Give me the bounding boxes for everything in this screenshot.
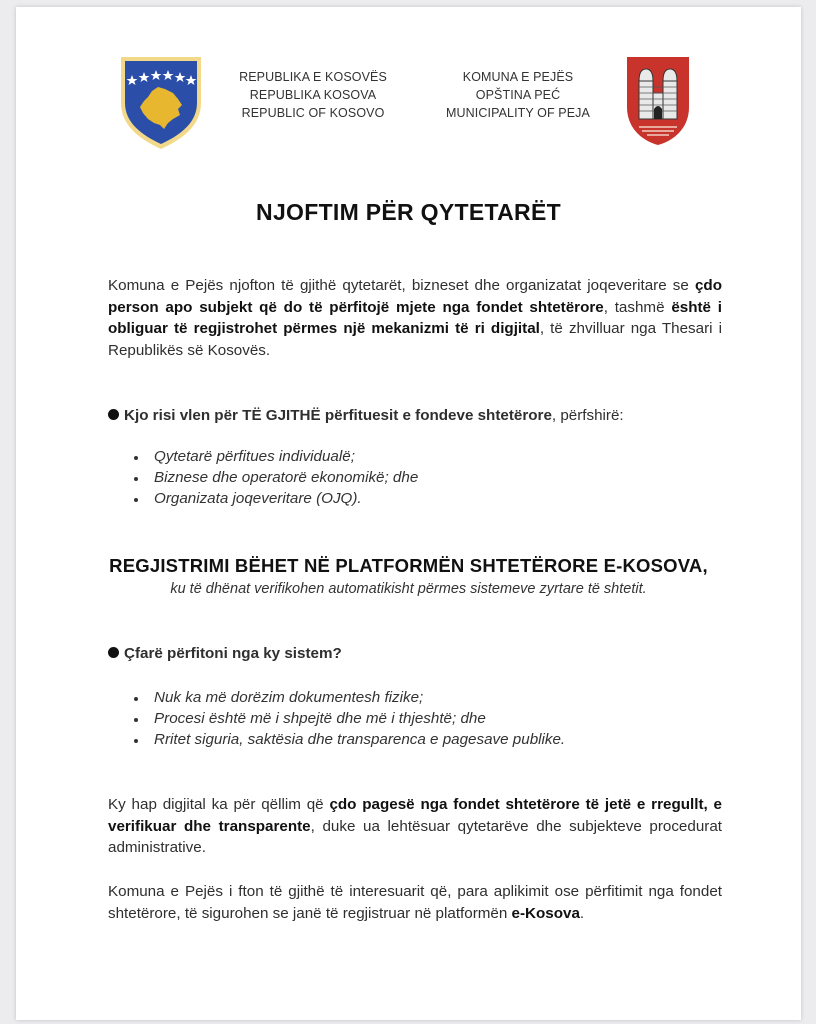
list-item: Qytetarë përfitues individualë;	[134, 446, 694, 467]
beneficiaries-list	[134, 446, 694, 509]
header-line: MUNICIPALITY OF PEJA	[446, 106, 590, 120]
section-heading-text: , përfshirë:	[551, 407, 624, 424]
intro-bold: është i obliguar të regjistrohet përmes një mekanizmi të ri digjital	[108, 298, 722, 337]
closing-paragraph-invitation	[108, 881, 722, 924]
header-line: KOMUNA E PEJËS	[462, 70, 574, 84]
closing-bold: e-Kosova	[511, 904, 580, 922]
header-line: REPUBLIKA KOSOVA	[249, 88, 377, 102]
list-item: Nuk ka më dorëzim dokumentesh fizike;	[134, 687, 694, 708]
peja-coat-of-arms-icon	[625, 55, 691, 147]
header-municipality-text	[428, 68, 608, 122]
intro-bold: çdo person apo subjekt që do të përfitojë mjete nga fondet shtetërore	[108, 277, 722, 316]
closing-paragraph-purpose	[108, 794, 722, 859]
intro-text: , tashmë	[603, 298, 672, 316]
list-item: Procesi është më i shpejtë dhe më i thjeshtë; dhe	[134, 708, 694, 729]
intro-text: Komuna e Pejës njofton të gjithë qytetarët, bizneset dhe organizatat joqeveritare se	[108, 277, 695, 294]
closing-text: .	[579, 904, 585, 922]
intro-paragraph	[108, 275, 722, 361]
closing-text: , duke ua lehtësuar qytetarëve dhe subjekteve procedurat administrative.	[108, 817, 722, 856]
section-beneficiaries-heading	[108, 407, 728, 424]
closing-bold: çdo pagesë nga fondet shtetërore të jetë e rregullt, e verifikuar dhe transparente	[108, 796, 722, 835]
intro-text: , të zhvilluar nga Thesari i Republikës së Kosovës.	[108, 320, 722, 359]
kosovo-coat-of-arms-icon	[118, 53, 204, 151]
section-heading-bold: Çfarë përfitoni nga ky sistem?	[124, 645, 342, 662]
bullet-dot-icon	[108, 647, 119, 658]
registration-heading: REGJISTRIMI BËHET NË PLATFORMËN SHTETËRORE E-KOSOVA,	[109, 555, 708, 576]
page-title: NJOFTIM PËR QYTETARËT	[256, 199, 561, 225]
header-line: REPUBLIKA E KOSOVËS	[239, 70, 387, 84]
list-item: Rritet siguria, saktësia dhe transparenca e pagesave publike.	[134, 729, 694, 750]
closing-text: Komuna e Pejës i fton të gjithë të interesuarit që, para aplikimit ose përfitimit nga fondet shtetërore, të sigurohen se janë të regjistruar në platformën	[108, 883, 722, 922]
section-heading-bold: Kjo risi vlen për TË GJITHË përfituesit e fondeve shtetërore	[124, 407, 552, 424]
section-benefits-heading	[108, 645, 728, 662]
list-item: Biznese dhe operatorë ekonomikë; dhe	[134, 467, 694, 488]
header-republic-text	[228, 68, 398, 122]
benefits-list	[134, 687, 694, 750]
header-line: REPUBLIC OF KOSOVO	[241, 106, 385, 120]
bullet-dot-icon	[108, 409, 119, 420]
closing-text: Ky hap digjital ka për qëllim që	[108, 796, 330, 813]
header-line: OPŠTINA PEĆ	[475, 88, 561, 102]
document-page	[16, 7, 801, 1020]
registration-subtitle: ku të dhënat verifikohen automatikisht përmes sistemeve zyrtare të shtetit.	[170, 581, 647, 597]
list-item: Organizata joqeveritare (OJQ).	[134, 488, 694, 509]
